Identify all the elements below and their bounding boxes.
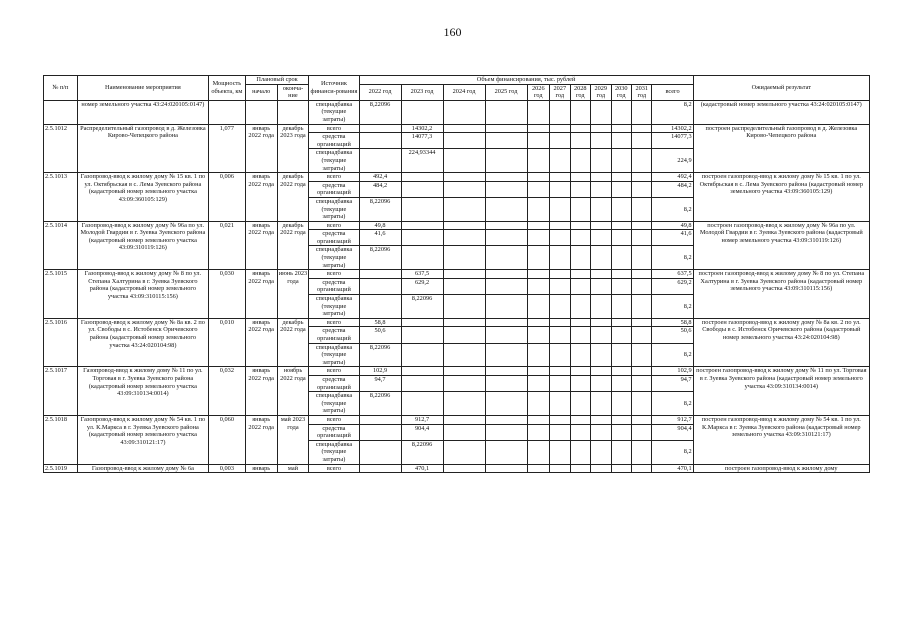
header-period: Плановый срок	[245, 76, 309, 85]
cell-num: 2.5.1012	[44, 124, 78, 173]
cell-source: спецнадбавка (текущие затраты)	[309, 149, 359, 173]
cell-source: всего	[309, 367, 359, 376]
header-finance: Объем финансирования, тыс. рублей	[359, 76, 693, 85]
cell-source: спецнадбавка (текущие затраты)	[309, 295, 359, 319]
cell-start: январь 2022 года	[245, 318, 277, 367]
header-start: начало	[245, 84, 277, 100]
table-body-last	[44, 464, 870, 473]
cell-2023	[401, 375, 443, 391]
header-name: Наименование мероприятия	[77, 76, 208, 101]
cell-end: декабрь 2022 года	[277, 318, 309, 367]
cell-start: январь 2022 года	[245, 173, 277, 222]
cell-end	[277, 100, 309, 124]
header-year-2027: 2027 год	[550, 84, 570, 100]
cell-total: 912,7	[652, 415, 693, 424]
cell-source: средства организаций	[309, 133, 359, 149]
cell-name: Газопровод-ввод к жилому дому № 54 кв. 1 по ул. К.Маркса в г. Зуевка Зуевского района (кадастровый номер земельного участка 43:09:310121:17)	[77, 415, 208, 464]
cell-2022: 8,22096	[359, 100, 401, 124]
cell-2023	[401, 173, 443, 182]
cell-num: 2.5.1016	[44, 318, 78, 367]
cell-source: всего	[309, 270, 359, 279]
cell-end: май	[277, 464, 309, 473]
cell-end: декабрь 2022 года	[277, 221, 309, 270]
cell-total: 637,5	[652, 270, 693, 279]
cell-total: 102,9	[652, 367, 693, 376]
table-row	[44, 318, 870, 327]
cell-power: 0,060	[208, 415, 245, 464]
cell-source: средства организаций	[309, 181, 359, 197]
cell-2022: 49,8	[359, 221, 401, 230]
cell-2022	[359, 278, 401, 294]
header-result: Ожидаемый результат	[693, 76, 869, 101]
cell-source: спецнадбавка (текущие затраты)	[309, 100, 359, 124]
cell-total: 8,2	[652, 100, 693, 124]
cell-2022: 8,22096	[359, 246, 401, 270]
cell-2022: 8,22096	[359, 343, 401, 367]
cell-total: 8,2	[652, 440, 693, 464]
cell-2023: 629,2	[401, 278, 443, 294]
cell-source: спецнадбавка (текущие затраты)	[309, 246, 359, 270]
cell-2022: 102,9	[359, 367, 401, 376]
header-num: № п/п	[44, 76, 78, 101]
cell-2023	[401, 100, 443, 124]
cell-2023	[401, 327, 443, 343]
cell-num: 2.5.1018	[44, 415, 78, 464]
cell-2023	[401, 246, 443, 270]
cell-2022	[359, 124, 401, 133]
cell-2022	[359, 440, 401, 464]
cell-2022	[359, 149, 401, 173]
cell-total: 470,1	[652, 464, 693, 473]
cell-result: построен газопровод-ввод к жилому дому № 54 кв. 1 по ул. К.Маркса в г. Зуевка Зуевского района (кадастровый номер земельного участка 43:09:310121:17)	[693, 415, 869, 464]
cell-total: 8,2	[652, 246, 693, 270]
cell-2023: 14302,2	[401, 124, 443, 133]
cell-num: 2.5.1017	[44, 367, 78, 416]
cell-name: Газопровод-ввод к жилому дому № 15 кв. 1 по ул. Октябрьская в с. Лема Зуевского района (кадастровый номер земельного участка 43:09:360105:129)	[77, 173, 208, 222]
cell-name: Газопровод-ввод к жилому дому № 6а	[77, 464, 208, 473]
cell-2022: 94,7	[359, 375, 401, 391]
cell-start: январь 2022 года	[245, 270, 277, 319]
cell-source: всего	[309, 464, 359, 473]
table-row-continuation	[44, 100, 870, 124]
cell-total: 8,2	[652, 392, 693, 416]
cell-2023: 470,1	[401, 464, 443, 473]
cell-2022	[359, 415, 401, 424]
cell-source: спецнадбавка (текущие затраты)	[309, 440, 359, 464]
cell-start: январь 2022 года	[245, 124, 277, 173]
cell-2023	[401, 197, 443, 221]
cell-total: 904,4	[652, 424, 693, 440]
financing-table	[43, 75, 870, 473]
cell-total: 492,4	[652, 173, 693, 182]
cell-source: спецнадбавка (текущие затраты)	[309, 343, 359, 367]
table-row	[44, 415, 870, 424]
header-year-2024: 2024 год	[443, 84, 485, 100]
cell-total: 14077,3	[652, 133, 693, 149]
cell-end: июнь 2023 года	[277, 270, 309, 319]
cell-total: 8,2	[652, 295, 693, 319]
cell-start: январь 2022 года	[245, 221, 277, 270]
cell-power: 0,010	[208, 318, 245, 367]
cell-2023	[401, 392, 443, 416]
table-row	[44, 367, 870, 376]
cell-start: январь 2022 года	[245, 367, 277, 416]
cell-2023: 14077,3	[401, 133, 443, 149]
cell-power: 0,003	[208, 464, 245, 473]
table-row	[44, 124, 870, 133]
table-body	[44, 100, 870, 124]
header-power: Мощность объекта, км	[208, 76, 245, 101]
cell-total: 94,7	[652, 375, 693, 391]
table-body-rows	[44, 124, 870, 464]
cell-source: средства организаций	[309, 424, 359, 440]
cell-power: 1,077	[208, 124, 245, 173]
cell-end: май 2023 года	[277, 415, 309, 464]
cell-result: построен газопровод-ввод к жилому дому № 8 по ул. Степана Халтурина в г. Зуевка Зуевского района (кадастровый номер земельного участка 43:09:310115:156)	[693, 270, 869, 319]
cell-total: 49,8	[652, 221, 693, 230]
header-year-2031: 2031 год	[632, 84, 652, 100]
cell-total: 41,6	[652, 230, 693, 246]
cell-name: Распределительный газопровод в д. Железовка Кирово-Чепецкого района	[77, 124, 208, 173]
cell-total: 629,2	[652, 278, 693, 294]
cell-result: построен газопровод-ввод к жилому дому № 11 по ул. Торговая в г. Зуевка Зуевского района (кадастровый номер земельного участка 43:09:310134:0014)	[693, 367, 869, 416]
cell-end: декабрь 2022 года	[277, 173, 309, 222]
cell-num: 2.5.1013	[44, 173, 78, 222]
cell-total: 14302,2	[652, 124, 693, 133]
table-row	[44, 270, 870, 279]
header-year-2022: 2022 год	[359, 84, 401, 100]
cell-2023: 8,22096	[401, 295, 443, 319]
cell-result: построен газопровод-ввод к жилому дому № 8а кв. 2 по ул. Свободы в с. Истобенск Оричевского района (кадастровый номер земельного участка 43:24:020104:98)	[693, 318, 869, 367]
cell-source: всего	[309, 415, 359, 424]
cell-total: 8,2	[652, 343, 693, 367]
cell-name: Газопровод-ввод к жилому дому № 11 по ул. Торговая в г. Зуевка Зуевского района (кадастровый номер земельного участка 43:09:310134:0014)	[77, 367, 208, 416]
cell-source: средства организаций	[309, 230, 359, 246]
table-header	[44, 76, 870, 101]
cell-2022: 8,22096	[359, 392, 401, 416]
cell-2022	[359, 133, 401, 149]
table-row	[44, 173, 870, 182]
cell-total: 8,2	[652, 197, 693, 221]
cell-result: построен распределительный газопровод в д. Железовка Кирово-Чепецкого района	[693, 124, 869, 173]
cell-2022: 492,4	[359, 173, 401, 182]
cell-num	[44, 100, 78, 124]
cell-2023	[401, 318, 443, 327]
cell-start: январь	[245, 464, 277, 473]
cell-num: 2.5.1015	[44, 270, 78, 319]
cell-source: средства организаций	[309, 375, 359, 391]
cell-num: 2.5.1019	[44, 464, 78, 473]
header-end: оконча-ние	[277, 84, 309, 100]
header-year-2026: 2026 год	[527, 84, 550, 100]
cell-source: всего	[309, 221, 359, 230]
cell-power: 0,006	[208, 173, 245, 222]
header-year-2028: 2028 год	[570, 84, 590, 100]
cell-name: Газопровод-ввод к жилому дому № 96а по ул. Молодой Гвардии в г. Зуевка Зуевского района (кадастровый номер земельного участка 43:09:310119:126)	[77, 221, 208, 270]
cell-source: средства организаций	[309, 327, 359, 343]
header-total: всего	[652, 84, 693, 100]
cell-2023	[401, 367, 443, 376]
table-row	[44, 221, 870, 230]
cell-2023	[401, 221, 443, 230]
cell-total: 58,8	[652, 318, 693, 327]
cell-source: средства организаций	[309, 278, 359, 294]
cell-2022: 58,8	[359, 318, 401, 327]
cell-total: 50,6	[652, 327, 693, 343]
cell-power: 0,021	[208, 221, 245, 270]
header-year-2023: 2023 год	[401, 84, 443, 100]
cell-num: 2.5.1014	[44, 221, 78, 270]
cell-name: Газопровод-ввод к жилому дому № 8 по ул. Степана Халтурина в г. Зуевка Зуевского района (кадастровый номер земельного участка 43:09:310115:156)	[77, 270, 208, 319]
cell-power: 0,030	[208, 270, 245, 319]
cell-2023	[401, 181, 443, 197]
cell-name: Газопровод-ввод к жилому дому № 8а кв. 2 по ул. Свободы в с. Истобенск Оричевского района (кадастровый номер земельного участка 43:24:020104:98)	[77, 318, 208, 367]
cell-2022: 41,6	[359, 230, 401, 246]
cell-2022: 484,2	[359, 181, 401, 197]
cell-start	[245, 100, 277, 124]
cell-result: построен газопровод-ввод к жилому дому № 96а по ул. Молодой Гвардии в г. Зуевка Зуевского района (кадастровый номер земельного участка 43:09:310119:126)	[693, 221, 869, 270]
cell-source: спецнадбавка (текущие затраты)	[309, 197, 359, 221]
cell-end: декабрь 2023 года	[277, 124, 309, 173]
cell-result: построен газопровод-ввод к жилому дому	[693, 464, 869, 473]
header-year-2029: 2029 год	[591, 84, 611, 100]
cell-2022	[359, 270, 401, 279]
table-row-truncated	[44, 464, 870, 473]
header-year-2030: 2030 год	[611, 84, 631, 100]
cell-start: январь 2022 года	[245, 415, 277, 464]
cell-2023: 637,5	[401, 270, 443, 279]
cell-2022: 50,6	[359, 327, 401, 343]
cell-total: 484,2	[652, 181, 693, 197]
cell-name: номер земельного участка 43:24:020105:0147)	[77, 100, 208, 124]
cell-2023: 912,7	[401, 415, 443, 424]
header-year-2025: 2025 год	[485, 84, 527, 100]
cell-source: спецнадбавка (текущие затраты)	[309, 392, 359, 416]
cell-2023: 8,22096	[401, 440, 443, 464]
cell-2022	[359, 295, 401, 319]
cell-total: 224,9	[652, 149, 693, 173]
cell-2023: 904,4	[401, 424, 443, 440]
cell-source: всего	[309, 173, 359, 182]
header-source: Источник финанси-рования	[309, 76, 359, 101]
cell-result: построен газопровод-ввод к жилому дому № 15 кв. 1 по ул. Октябрьская в с. Лема Зуевского района (кадастровый номер земельного участка 43:09:360105:129)	[693, 173, 869, 222]
cell-power	[208, 100, 245, 124]
cell-end: ноябрь 2022 года	[277, 367, 309, 416]
cell-2023	[401, 230, 443, 246]
cell-2023: 224,93344	[401, 149, 443, 173]
cell-source: всего	[309, 318, 359, 327]
cell-2022	[359, 424, 401, 440]
cell-2023	[401, 343, 443, 367]
cell-power: 0,032	[208, 367, 245, 416]
cell-source: всего	[309, 124, 359, 133]
cell-result: (кадастровый номер земельного участка 43:24:020105:0147)	[693, 100, 869, 124]
cell-2022: 8,22096	[359, 197, 401, 221]
page-number: 160	[443, 25, 462, 39]
